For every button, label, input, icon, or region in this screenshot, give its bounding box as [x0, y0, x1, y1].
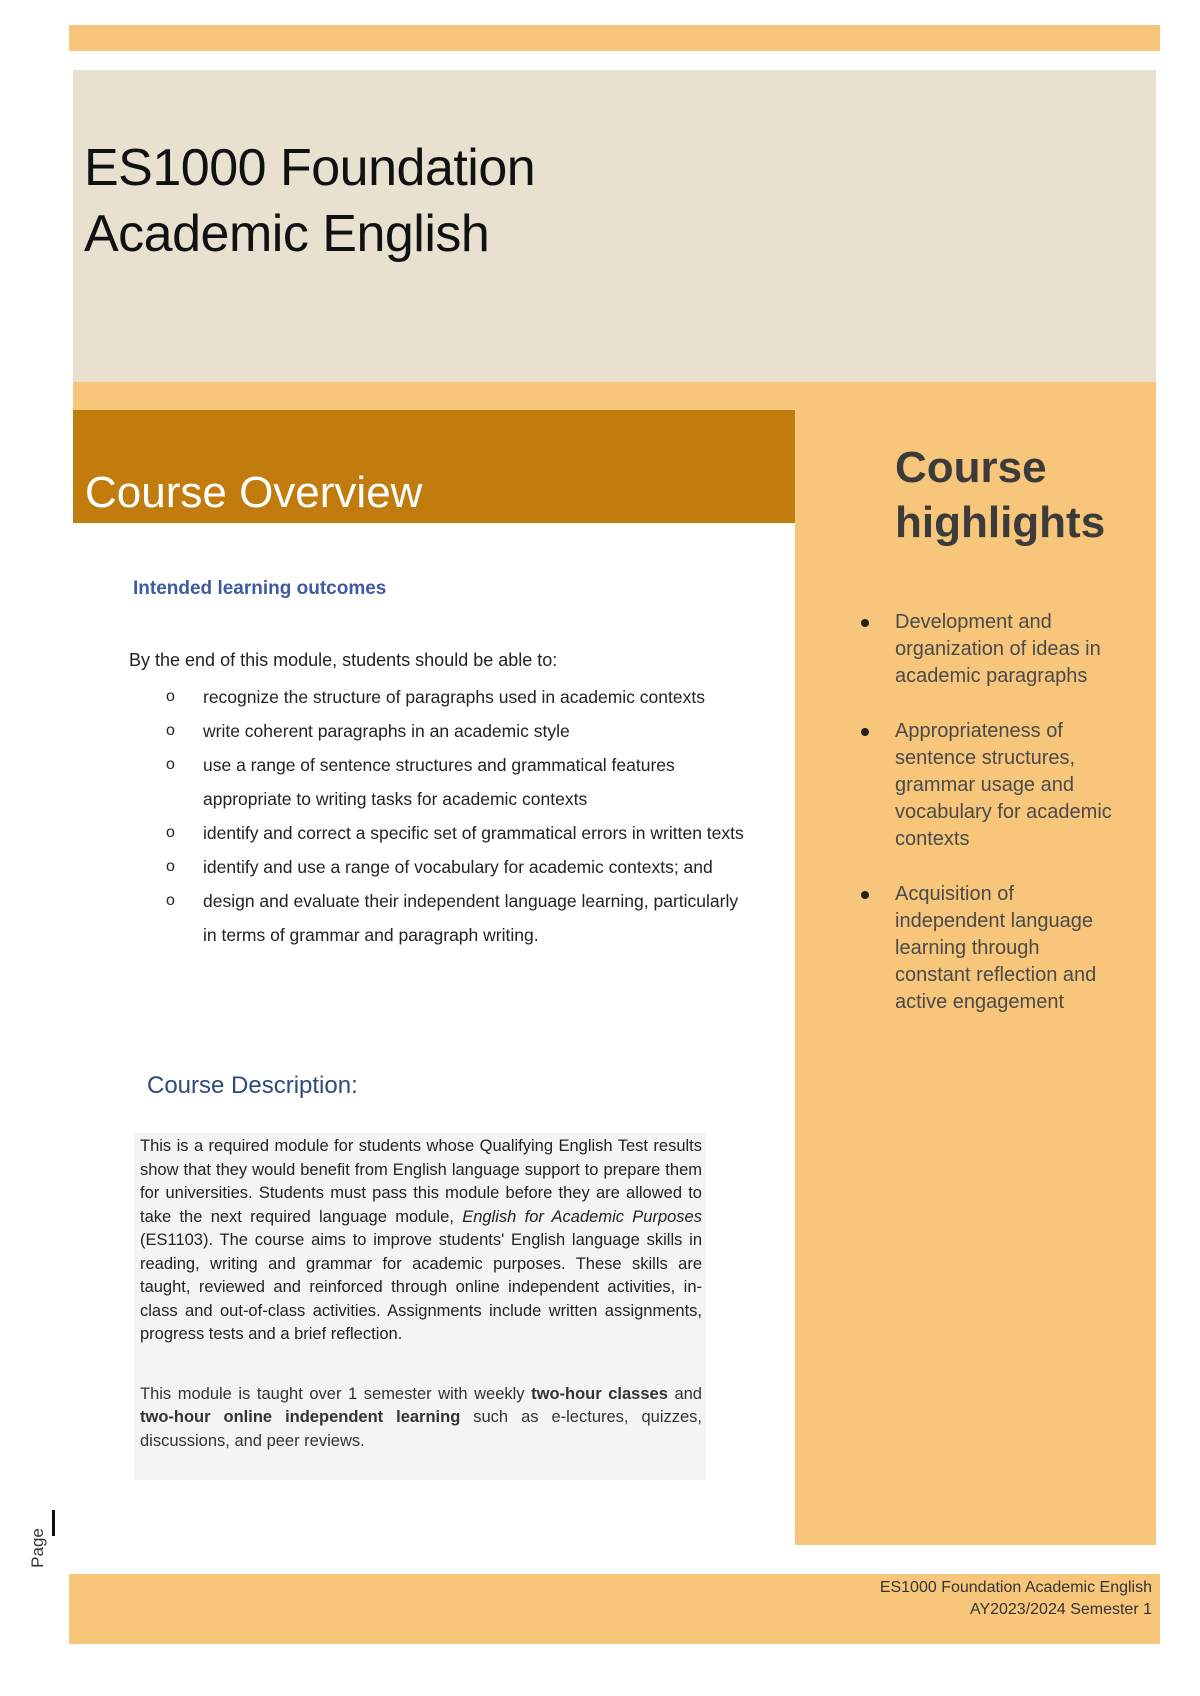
- description-p1-text-cont: (ES1103). The course aims to improve students' English language skills in reading, writing and grammar for academic purposes. These skills are taught, reviewed and reinforced through online independent activities, in-class and out-of-class activities. Assignments include written assignments, progress tests and a brief reflection.: [140, 1231, 702, 1343]
- ilo-item: o identify and correct a specific set of grammatical errors in written texts: [160, 816, 750, 850]
- highlight-item: Development and organization of ideas in academic paragraphs: [860, 609, 1120, 690]
- ilo-intro: By the end of this module, students should be able to:: [129, 650, 558, 670]
- document-title: [84, 135, 535, 267]
- description-p2-text: This module is taught over 1 semester with weekly: [140, 1384, 532, 1403]
- description-p2-text-end: such as e-lectures, quizzes, discussions, and peer reviews.: [140, 1408, 702, 1450]
- ilo-heading: Intended learning outcomes: [133, 578, 387, 599]
- page-word: Page: [27, 1528, 47, 1568]
- highlights-heading: [895, 440, 1145, 550]
- description-heading: Course Description:: [147, 1072, 358, 1099]
- overview-heading: Course Overview: [85, 468, 423, 517]
- ilo-item: o design and evaluate their independent language learning, particularly in terms of grammar and paragraph writing.: [160, 884, 750, 952]
- description-p2-emphasis-1: two-hour classes: [531, 1384, 668, 1403]
- accent-band: [73, 382, 1156, 410]
- description-p2-emphasis-2: two-hour online independent learning: [140, 1408, 461, 1426]
- top-accent-bar: [69, 25, 1160, 51]
- page-number-label: [22, 1510, 62, 1570]
- description-p1-course-title: English for Academic Purposes: [462, 1207, 702, 1226]
- title-line-2: Academic English: [84, 205, 490, 263]
- highlight-item: Appropriateness of sentence structures, grammar usage and vocabulary for academic contexts: [860, 718, 1120, 853]
- footer-line-1: ES1000 Foundation Academic English: [879, 1579, 1152, 1596]
- highlights-list: [860, 609, 1120, 1044]
- ilo-item: o recognize the structure of paragraphs used in academic contexts: [160, 680, 750, 714]
- description-p1-text: This is a required module for students whose Qualifying English Test results show that they would benefit from English language support to prepare them for universities. Students must pass this module before they are allowed to take the next required language module,: [140, 1137, 702, 1226]
- title-line-1: ES1000 Foundation: [84, 139, 536, 197]
- highlights-heading-line-1: Course: [895, 443, 1047, 492]
- highlight-item: Acquisition of independent language learning through constant reflection and active engagement: [860, 881, 1120, 1016]
- description-paragraph-1: [134, 1133, 706, 1347]
- footer-text: [800, 1577, 1152, 1621]
- page-rule: [52, 1510, 55, 1536]
- ilo-item: o use a range of sentence structures and grammatical features appropriate to writing tasks for academic contexts: [160, 748, 750, 816]
- description-paragraph-2: [134, 1383, 706, 1454]
- ilo-item: o write coherent paragraphs in an academic style: [160, 714, 750, 748]
- ilo-item: o identify and use a range of vocabulary for academic contexts; and: [160, 850, 750, 884]
- footer-line-2: AY2023/2024 Semester 1: [969, 1601, 1152, 1618]
- description-p2-text-and: and: [667, 1384, 702, 1403]
- ilo-list: [160, 680, 750, 952]
- highlights-heading-line-2: highlights: [895, 498, 1106, 547]
- description-box: [134, 1133, 706, 1480]
